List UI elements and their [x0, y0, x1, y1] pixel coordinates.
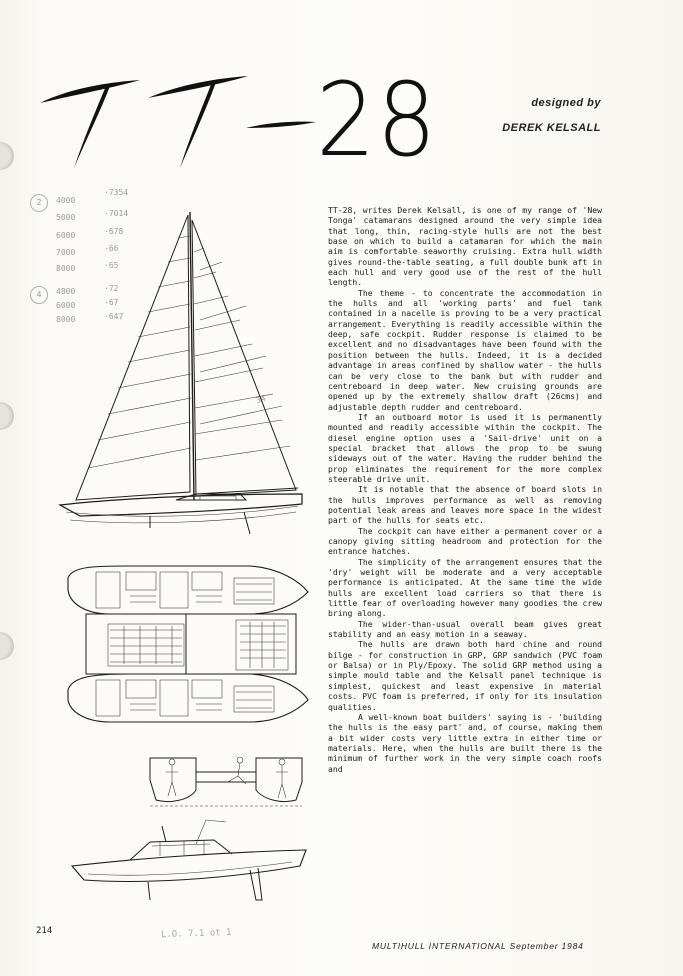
article-paragraph: A well-known boat builders' saying is - 'building the hulls is the easy part' and, of course, making them a bit wider costs very little extra in either time or materials. Here, when the hulls are built there is the minimum of further work in the very simple coach roofs and: [328, 711, 602, 774]
publication-footer: MULTIHULL INTERNATIONAL September 1984: [372, 941, 584, 951]
article-paragraph: TT-28, writes Derek Kelsall, is one of my range of 'New Tonga' catamarans designed around the very simple idea that long, thin, racing-style hulls are not the best base on which to build a catamaran for which the main aim is comfortable seaworthy cruising. Extra hull width gives round-the-table seating, a full double bunk aft in each hull and very good use of the rest of the hull length.: [328, 205, 602, 288]
designed-by-label: designed by: [531, 97, 601, 109]
pencil-note: 34: [254, 393, 267, 406]
pencil-note: 6000: [56, 231, 76, 240]
pencil-note: ·7014: [104, 209, 129, 218]
pencil-note: ·66: [104, 244, 119, 253]
pencil-note: 4800: [56, 287, 76, 296]
article-body: [328, 205, 602, 774]
article-paragraph: The cockpit can have either a permanent cover or a canopy giving sitting headroom and protection for the entrance hatches.: [328, 525, 602, 557]
article-paragraph: The theme - to concentrate the accommodation in the hulls and all 'working parts' and fuel tank contained in a nacelle is proving to be a very practical arrangement. Everything is readily accessible within the deep, safe cockpit. Rudder response is claimed to be excellent and no disadvantages have been found with the position between the hulls. Indeed, it is a decided advantage in areas confined by shallow water - the hulls can be very close to the bank but with rudder and centreboard in deep water. New cruising grounds are opened up by the extremely shallow draft (26cms) and adjustable depth rudder and centreboard.: [328, 287, 602, 412]
pencil-note: 6000: [56, 301, 76, 310]
pencil-circled-number: 2: [30, 194, 48, 212]
pencil-circled-number: 4: [30, 286, 48, 304]
pencil-note: ·7354: [104, 188, 129, 197]
article-paragraph: The simplicity of the arrangement ensures that the 'dry' weight will be moderate and a very acceptable performance is anticipated. At the same time the wide hulls are excellent load carriers so that there is little fear of overloading however many goodies the crew bring along.: [328, 556, 602, 619]
designer-name: DEREK KELSALL: [502, 122, 601, 134]
pencil-note: 8000: [56, 264, 76, 273]
pencil-note: ·678: [104, 227, 124, 236]
pencil-note: 5000: [56, 213, 76, 222]
pencil-note: 4000: [56, 196, 76, 205]
pencil-note: 8000: [56, 315, 76, 324]
article-paragraph: If an outboard motor is used it is permanently mounted and readily accessible within the cockpit. The diesel engine option uses a 'Sail-drive' unit on a special bracket that allows the prop to be swung sideways out of the water. Having the rudder behind the prop eliminates the requirement for the more complex steerable drive unit.: [328, 411, 602, 484]
pencil-note: 7000: [56, 248, 76, 257]
handwritten-note: L.O. 7.1 ot 1: [160, 927, 232, 941]
article-paragraph: The hulls are drawn both hard chine and round bilge - for construction in GRP, GRP sandwich (PVC foam or Balsa) or in Ply/Epoxy. The solid GRP method using a simple mould table and the Kelsall panel technique is simplest, quickest and least expensive in material costs. PVC foam is preferred, if only for its insulation qualities.: [328, 639, 602, 712]
article-paragraph: It is notable that the absence of board slots in the hulls improves performance as well as removing potential leak areas and leaves more space in the widest part of the hulls for seats etc.: [328, 484, 602, 526]
pencil-note: ·72: [104, 284, 119, 293]
title-number: 28: [316, 61, 438, 180]
pencil-note: ·65: [104, 261, 119, 270]
pencil-note: ·67: [104, 298, 119, 307]
pencil-note: ·647: [104, 312, 124, 321]
page-number: 214: [36, 926, 53, 936]
article-paragraph: The wider-than-usual overall beam gives great stability and an easy motion in a seaway.: [328, 618, 602, 640]
